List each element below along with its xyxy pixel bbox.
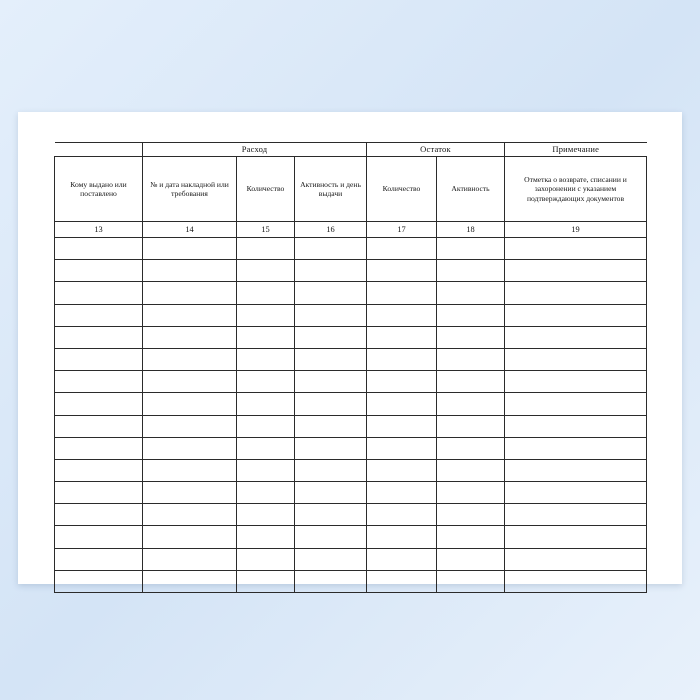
table-cell[interactable] (295, 526, 367, 548)
table-cell[interactable] (367, 459, 437, 481)
column-title-14: № и дата накладной или требования (143, 157, 237, 222)
group-header-blank (55, 143, 143, 157)
table-cell[interactable] (437, 326, 505, 348)
table-cell[interactable] (55, 459, 143, 481)
table-cell[interactable] (367, 526, 437, 548)
table-cell[interactable] (505, 238, 647, 260)
table-cell[interactable] (143, 282, 237, 304)
column-title-18: Активность (437, 157, 505, 222)
group-header-row (55, 143, 647, 157)
table-cell[interactable] (295, 415, 367, 437)
group-header-ostatok: Остаток (367, 143, 505, 157)
column-number-13: 13 (55, 222, 143, 238)
table-row[interactable] (55, 526, 647, 548)
table-cell[interactable] (367, 348, 437, 370)
table-cell[interactable] (237, 548, 295, 570)
table-cell[interactable] (237, 482, 295, 504)
table-cell[interactable] (55, 393, 143, 415)
table-cell[interactable] (55, 304, 143, 326)
table-cell[interactable] (437, 371, 505, 393)
table-cell[interactable] (505, 459, 647, 481)
table-cell[interactable] (143, 459, 237, 481)
table-cell[interactable] (295, 326, 367, 348)
table-cell[interactable] (295, 548, 367, 570)
column-number-15: 15 (237, 222, 295, 238)
table-cell[interactable] (143, 393, 237, 415)
table-cell[interactable] (437, 415, 505, 437)
group-header-primechanie: Примечание (505, 143, 647, 157)
table-cell[interactable] (295, 304, 367, 326)
table-cell[interactable] (143, 415, 237, 437)
table-cell[interactable] (55, 415, 143, 437)
table-cell[interactable] (55, 326, 143, 348)
table-cell[interactable] (55, 482, 143, 504)
table-cell[interactable] (55, 238, 143, 260)
column-title-17: Количество (367, 157, 437, 222)
table-cell[interactable] (237, 504, 295, 526)
table-row[interactable] (55, 570, 647, 592)
table-cell[interactable] (437, 238, 505, 260)
table-cell[interactable] (143, 548, 237, 570)
column-number-14: 14 (143, 222, 237, 238)
table-cell[interactable] (437, 348, 505, 370)
table-cell[interactable] (505, 570, 647, 592)
table-cell[interactable] (237, 260, 295, 282)
table-cell[interactable] (143, 504, 237, 526)
table-cell[interactable] (505, 437, 647, 459)
table-cell[interactable] (143, 482, 237, 504)
table-cell[interactable] (437, 482, 505, 504)
table-row[interactable] (55, 393, 647, 415)
table-row[interactable] (55, 504, 647, 526)
group-header-rashod: Расход (143, 143, 367, 157)
table-cell[interactable] (437, 282, 505, 304)
table-cell[interactable] (55, 348, 143, 370)
table-cell[interactable] (505, 282, 647, 304)
table-row[interactable] (55, 326, 647, 348)
column-number-17: 17 (367, 222, 437, 238)
table-cell[interactable] (505, 260, 647, 282)
table-row[interactable] (55, 415, 647, 437)
table-cell[interactable] (505, 415, 647, 437)
table-cell[interactable] (237, 415, 295, 437)
table-cell[interactable] (237, 371, 295, 393)
table-cell[interactable] (55, 282, 143, 304)
column-number-18: 18 (437, 222, 505, 238)
table-cell[interactable] (505, 526, 647, 548)
document-sheet (18, 112, 682, 584)
table-row[interactable] (55, 548, 647, 570)
table-cell[interactable] (505, 504, 647, 526)
table-cell[interactable] (367, 238, 437, 260)
table-cell[interactable] (143, 437, 237, 459)
table-cell[interactable] (237, 437, 295, 459)
column-title-13: Кому выдано или поставлено (55, 157, 143, 222)
table-cell[interactable] (237, 526, 295, 548)
table-cell[interactable] (237, 348, 295, 370)
table-cell[interactable] (143, 348, 237, 370)
table-cell[interactable] (237, 282, 295, 304)
table-cell[interactable] (367, 504, 437, 526)
table-cell[interactable] (505, 326, 647, 348)
table-cell[interactable] (237, 326, 295, 348)
table-row[interactable] (55, 348, 647, 370)
column-number-19: 19 (505, 222, 647, 238)
table-cell[interactable] (295, 282, 367, 304)
table-cell[interactable] (367, 371, 437, 393)
table-cell[interactable] (437, 304, 505, 326)
table-cell[interactable] (143, 371, 237, 393)
table-cell[interactable] (295, 504, 367, 526)
table-container (54, 142, 646, 593)
table-cell[interactable] (295, 570, 367, 592)
table-cell[interactable] (55, 371, 143, 393)
table-cell[interactable] (505, 371, 647, 393)
table-row[interactable] (55, 482, 647, 504)
table-cell[interactable] (437, 459, 505, 481)
table-row[interactable] (55, 371, 647, 393)
table-cell[interactable] (437, 548, 505, 570)
table-body (55, 238, 647, 593)
table-row[interactable] (55, 304, 647, 326)
table-cell[interactable] (367, 570, 437, 592)
column-title-16: Активность и день выдачи (295, 157, 367, 222)
table-cell[interactable] (55, 437, 143, 459)
table-cell[interactable] (237, 570, 295, 592)
table-cell[interactable] (367, 282, 437, 304)
table-cell[interactable] (367, 415, 437, 437)
table-cell[interactable] (237, 304, 295, 326)
table-cell[interactable] (505, 304, 647, 326)
table-cell[interactable] (237, 459, 295, 481)
table-cell[interactable] (143, 570, 237, 592)
table-cell[interactable] (437, 570, 505, 592)
table-cell[interactable] (505, 548, 647, 570)
table-cell[interactable] (237, 393, 295, 415)
table-row[interactable] (55, 260, 647, 282)
table-cell[interactable] (437, 526, 505, 548)
table-cell[interactable] (143, 238, 237, 260)
table-cell[interactable] (295, 459, 367, 481)
column-title-15: Количество (237, 157, 295, 222)
table-cell[interactable] (143, 304, 237, 326)
table-cell[interactable] (143, 260, 237, 282)
table-cell[interactable] (367, 326, 437, 348)
table-cell[interactable] (55, 526, 143, 548)
table-cell[interactable] (367, 437, 437, 459)
table-cell[interactable] (295, 348, 367, 370)
table-row[interactable] (55, 238, 647, 260)
table-cell[interactable] (505, 482, 647, 504)
table-cell[interactable] (237, 238, 295, 260)
column-number-16: 16 (295, 222, 367, 238)
table-cell[interactable] (367, 260, 437, 282)
table-row[interactable] (55, 282, 647, 304)
table-cell[interactable] (295, 371, 367, 393)
table-cell[interactable] (437, 393, 505, 415)
table-cell[interactable] (143, 326, 237, 348)
table-cell[interactable] (437, 504, 505, 526)
table-cell[interactable] (367, 548, 437, 570)
table-cell[interactable] (367, 393, 437, 415)
table-cell[interactable] (55, 260, 143, 282)
column-number-row (55, 222, 647, 238)
table-cell[interactable] (505, 393, 647, 415)
table-cell[interactable] (295, 482, 367, 504)
table-cell[interactable] (295, 238, 367, 260)
column-title-row (55, 157, 647, 222)
table-cell[interactable] (143, 526, 237, 548)
table-cell[interactable] (55, 504, 143, 526)
table-cell[interactable] (505, 348, 647, 370)
table-cell[interactable] (367, 304, 437, 326)
table-cell[interactable] (55, 570, 143, 592)
column-title-19: Отметка о возврате, списании и захоронении с указанием подтверждающих документов (505, 157, 647, 222)
table-cell[interactable] (295, 437, 367, 459)
table-cell[interactable] (55, 548, 143, 570)
table-cell[interactable] (295, 260, 367, 282)
table-cell[interactable] (437, 437, 505, 459)
table-cell[interactable] (295, 393, 367, 415)
table-cell[interactable] (437, 260, 505, 282)
table-cell[interactable] (367, 482, 437, 504)
journal-table (54, 142, 647, 593)
table-row[interactable] (55, 437, 647, 459)
table-row[interactable] (55, 459, 647, 481)
